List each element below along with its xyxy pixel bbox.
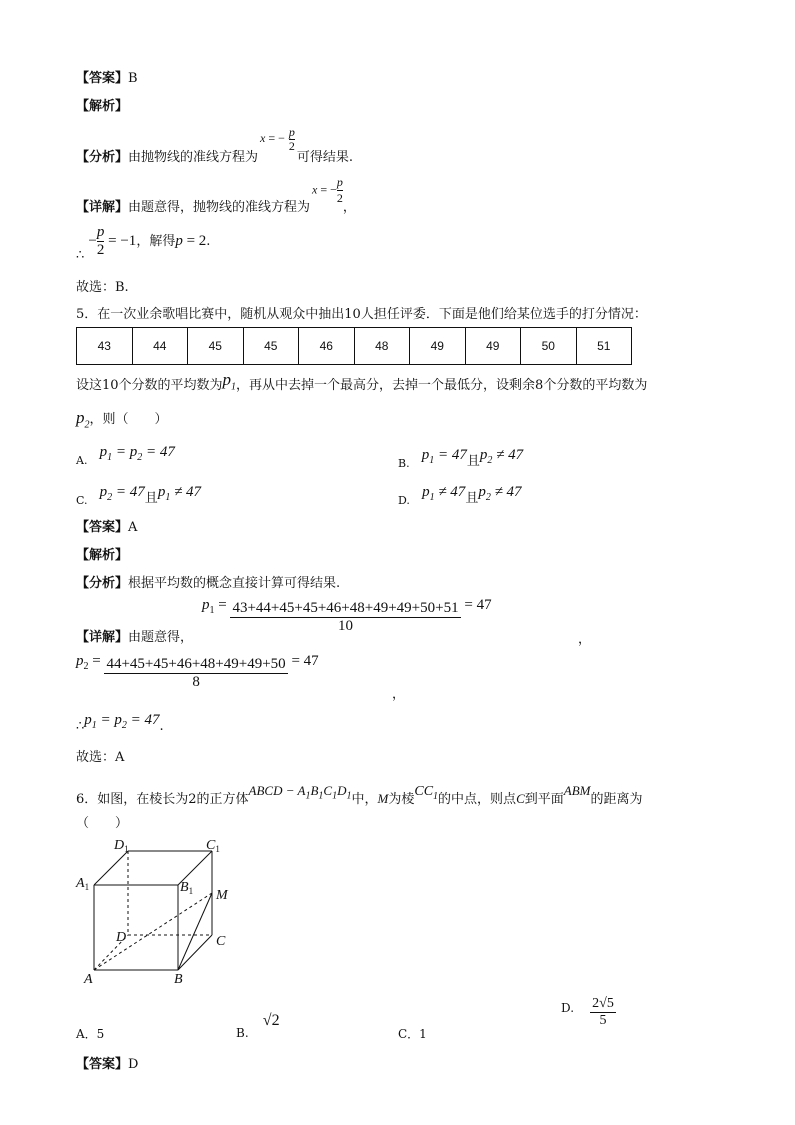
option-label: D.	[398, 494, 410, 507]
score-cell: 46	[299, 328, 355, 365]
label-b: B	[174, 972, 183, 987]
q6-paren: （ ）	[76, 816, 129, 831]
q6-stem-prefix: 6．如图，在棱长为2的正方体	[76, 792, 249, 807]
q6-stem-tail: 的距离为	[590, 792, 643, 807]
q5-line2-mid: ，再从中去掉一个最高分，去掉一个最低分，设剩余8个分数的平均数为	[236, 378, 648, 393]
xiangjie-tail: ，	[342, 200, 356, 216]
score-cell: 49	[410, 328, 466, 365]
q5-answer-line	[76, 516, 137, 535]
label-b1: $B_1$	[180, 880, 194, 896]
therefore-end: .	[206, 233, 211, 249]
p2-symbol: $p_2$	[76, 408, 90, 431]
label-d1: $D_1$	[114, 838, 129, 854]
q5-option-c	[76, 481, 202, 507]
q6-c: C	[516, 791, 525, 806]
p2-comma: ，	[392, 687, 406, 702]
q5-xiangjie-label	[76, 626, 193, 645]
score-cell: 45	[188, 328, 244, 365]
q5-line2	[76, 370, 648, 396]
p1-result: = 47	[464, 596, 492, 613]
p2-result: = 47	[291, 652, 319, 669]
p2-denominator: 8	[192, 674, 200, 690]
fenxi-tail: 可得结果.	[296, 149, 354, 165]
option-b-value: √2	[262, 1012, 280, 1029]
xiangjie-text: 由题意得，	[128, 630, 194, 645]
p2-formula: $p_2$ = $\frac{44+45+45+46+48+49+49+50}{8}$ = 47	[76, 652, 319, 690]
label-a: A	[84, 972, 93, 987]
option-d-fraction	[590, 996, 616, 1029]
option-label: D.	[561, 1001, 575, 1015]
cube-name: ABCD − $A_1B_1C_1D_1$	[248, 783, 352, 802]
q6-option-a: A．5	[76, 1027, 105, 1041]
label-d: D	[116, 930, 127, 945]
directrix-formula: x = − $\frac{p}{2}$	[260, 125, 295, 153]
option-a-math: $p_1 = p_2 = 47$	[99, 444, 175, 463]
score-table	[76, 327, 632, 365]
qie: 且	[465, 491, 479, 506]
answer-value: D	[128, 1057, 139, 1072]
score-cell: 49	[465, 328, 521, 365]
q6-stem-mid4: 到平面	[524, 792, 564, 807]
therefore-symbol: ∴	[76, 247, 85, 263]
option-b-math-2: $p_2 \ne 47$	[479, 447, 524, 466]
q4-fenxi-line	[76, 125, 354, 165]
option-label: C.	[76, 494, 88, 507]
xiangjie-tag: 【详解】	[76, 630, 129, 645]
p1-comma: ，	[578, 632, 592, 647]
p1-denominator: 10	[338, 618, 354, 634]
q5-therefore-line: $\therefore p_1 = p_2 = 47$.	[76, 712, 164, 734]
score-cell: 44	[132, 328, 188, 365]
p2-numerator: 44+45+45+46+48+49+49+50	[106, 656, 286, 672]
option-c-math: $p_2 = 47$	[99, 484, 145, 503]
fenxi-tag: 【分析】	[76, 149, 129, 165]
label-a1: $A_1$	[76, 876, 90, 892]
score-cell: 43	[77, 328, 133, 365]
q5-stem: 5．在一次业余歌唱比赛中，随机从观众中抽出10人担任评委．下面是他们给某位选手的打分情况：	[76, 307, 647, 322]
score-cell: 51	[576, 328, 632, 365]
option-d-den: 5	[599, 1013, 607, 1028]
xiangjie-tag: 【详解】	[76, 200, 129, 216]
q6-option-c: C．1	[398, 1027, 427, 1041]
q6-m: M	[377, 791, 389, 806]
q6-option-b	[236, 1012, 280, 1040]
q6-stem-line1	[76, 780, 643, 807]
label-c: C	[216, 934, 226, 949]
q5-conclusion: 故选：A	[76, 750, 125, 765]
fenxi-tag: 【分析】	[76, 576, 129, 591]
label-c1: $C_1$	[206, 838, 220, 854]
fenxi-text: 由抛物线的准线方程为	[128, 149, 259, 165]
q5-analysis-tag: 【解析】	[76, 548, 129, 563]
answer-tag: 【答案】	[76, 1057, 129, 1072]
option-d-num: 2√5	[592, 996, 614, 1011]
option-d-math-2: $p_2 \ne 47$	[478, 484, 522, 503]
option-label: B.	[398, 457, 410, 470]
directrix-formula-2: x = − $\frac{p}{2}$	[312, 175, 343, 205]
qie: 且	[466, 454, 480, 469]
q5-option-a	[76, 444, 175, 467]
q4-answer-line	[76, 67, 138, 86]
answer-value: A	[128, 520, 138, 535]
score-cell: 50	[521, 328, 577, 365]
therefore-tail: ，解得	[136, 233, 176, 249]
therefore-math: $p_1 = p_2 = 47$	[84, 712, 160, 731]
p-equals-2: p = 2	[175, 232, 207, 249]
q6-stem-mid: 中，	[351, 792, 378, 807]
edge-cc1: $CC_1$	[414, 784, 439, 802]
q5-line3	[76, 408, 168, 430]
q6-answer-line	[76, 1053, 138, 1072]
cube-figure	[70, 835, 240, 990]
option-label: B.	[236, 1026, 249, 1040]
p1-formula: $p_1$ = $\frac{43+44+45+45+46+48+49+49+50+51}{10}$ = 47	[202, 596, 492, 634]
xiangjie-text: 由题意得，抛物线的准线方程为	[128, 200, 311, 216]
p1-symbol: $p_1$	[222, 370, 237, 393]
label-m: M	[216, 888, 228, 903]
q4-analysis-tag: 【解析】	[76, 99, 129, 114]
plane-abm: ABM	[563, 783, 591, 798]
q5-option-d	[398, 481, 522, 507]
fenxi-text: 根据平均数的概念直接计算可得结果.	[128, 576, 341, 591]
answer-tag: 【答案】	[76, 71, 129, 86]
q5-line2-text: 设这10个分数的平均数为	[76, 378, 223, 393]
option-c-math-2: $p_1 \ne 47$	[157, 484, 202, 503]
q6-stem-mid3: 的中点，则点	[438, 792, 517, 807]
q5-fenxi-line	[76, 572, 340, 591]
answer-value: B	[128, 71, 138, 86]
qie: 且	[144, 491, 158, 506]
score-cell: 45	[243, 328, 299, 365]
option-b-math: $p_1 = 47$	[421, 447, 467, 466]
q4-therefore-line	[76, 224, 211, 263]
q6-stem-mid2: 为棱	[388, 792, 415, 807]
p1-numerator: 43+44+45+45+46+48+49+49+50+51	[232, 600, 459, 616]
option-d-math: $p_1 \ne 47$	[422, 484, 466, 503]
score-cell: 48	[354, 328, 410, 365]
q6-option-d	[561, 996, 616, 1029]
q5-option-b	[398, 444, 524, 470]
option-label: A.	[76, 454, 88, 467]
answer-tag: 【答案】	[76, 520, 129, 535]
therefore-symbol: ∴	[76, 719, 85, 734]
equation-p-half: − $\frac{p}{2}$ = −1	[88, 224, 137, 258]
q5-line3-tail: ，则（ ）	[89, 412, 168, 427]
q4-conclusion: 故选：B.	[76, 280, 129, 295]
q4-xiangjie-line	[76, 175, 356, 216]
